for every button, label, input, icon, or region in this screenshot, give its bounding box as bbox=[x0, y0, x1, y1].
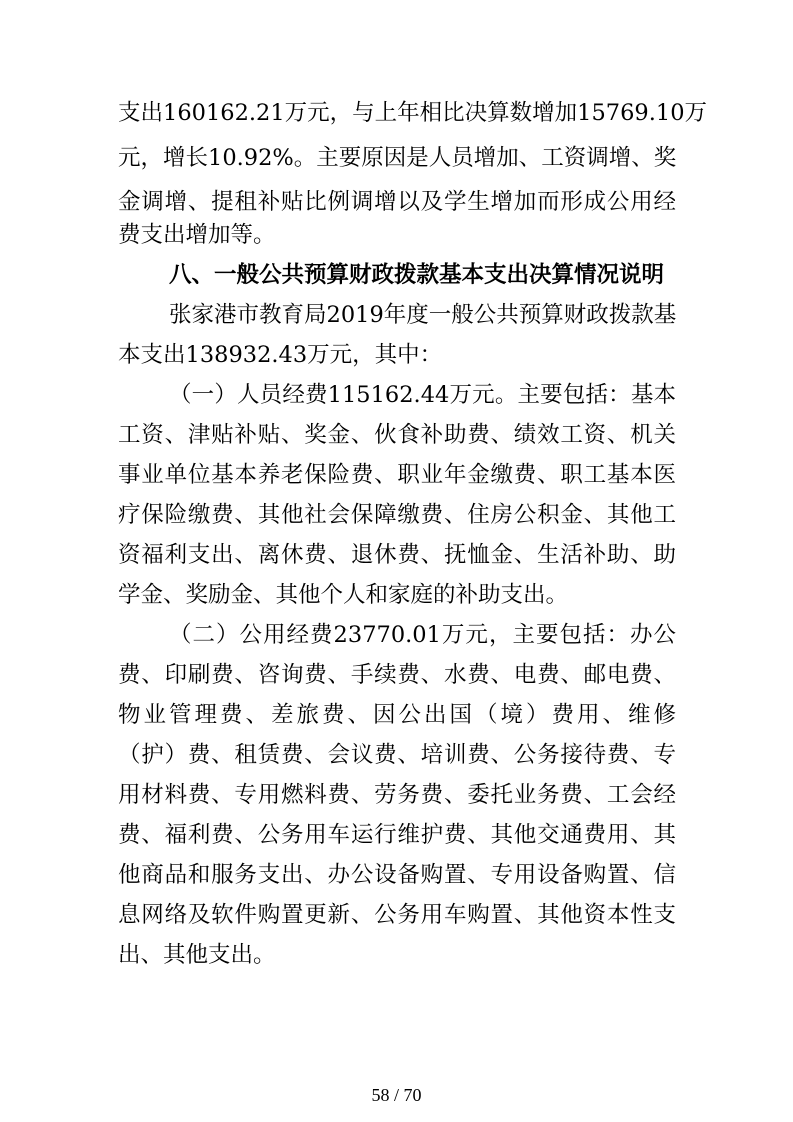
paragraph-line: 费支出增加等。 bbox=[118, 222, 276, 248]
paragraph-line: 息网络及软件购置更新、公务用车购置、其他资本性支 bbox=[118, 902, 676, 928]
paragraph-line: 费、福利费、公务用车运行维护费、其他交通费用、其 bbox=[118, 822, 676, 848]
paragraph-line: （护）费、租赁费、会议费、培训费、公务接待费、专 bbox=[118, 742, 676, 768]
paragraph-line: 元，增长10.92%。主要原因是人员增加、工资调增、奖 bbox=[118, 145, 677, 171]
section-heading: 八、一般公共预算财政拨款基本支出决算情况说明 bbox=[169, 262, 665, 288]
paragraph-line: （二）公用经费23770.01万元，主要包括：办公 bbox=[169, 622, 676, 648]
paragraph-line: 物业管理费、差旅费、因公出国（境）费用、维修 bbox=[118, 702, 676, 728]
paragraph-line: 出、其他支出。 bbox=[118, 942, 276, 968]
paragraph-line: 学金、奖励金、其他个人和家庭的补助支出。 bbox=[118, 582, 569, 608]
paragraph-line: 工资、津贴补贴、奖金、伙食补助费、绩效工资、机关 bbox=[118, 422, 676, 448]
paragraph-line: 疗保险缴费、其他社会保障缴费、住房公积金、其他工 bbox=[118, 502, 676, 528]
paragraph-line: 他商品和服务支出、办公设备购置、专用设备购置、信 bbox=[118, 862, 676, 888]
paragraph-line: 支出160162.21万元，与上年相比决算数增加15769.10万 bbox=[118, 100, 708, 126]
paragraph-line: 事业单位基本养老保险费、职业年金缴费、职工基本医 bbox=[118, 462, 676, 488]
paragraph-line: 费、印刷费、咨询费、手续费、水费、电费、邮电费、 bbox=[118, 662, 676, 688]
paragraph-line: （一）人员经费115162.44万元。主要包括：基本 bbox=[169, 382, 676, 408]
page-number: 58 / 70 bbox=[371, 1085, 422, 1105]
paragraph-line: 金调增、提租补贴比例调增以及学生增加而形成公用经 bbox=[118, 189, 676, 215]
paragraph-line: 张家港市教育局2019年度一般公共预算财政拨款基 bbox=[169, 302, 677, 328]
paragraph-line: 资福利支出、离休费、退休费、抚恤金、生活补助、助 bbox=[118, 542, 676, 568]
paragraph-line: 本支出138932.43万元，其中： bbox=[118, 342, 443, 368]
paragraph-line: 用材料费、专用燃料费、劳务费、委托业务费、工会经 bbox=[118, 782, 676, 808]
